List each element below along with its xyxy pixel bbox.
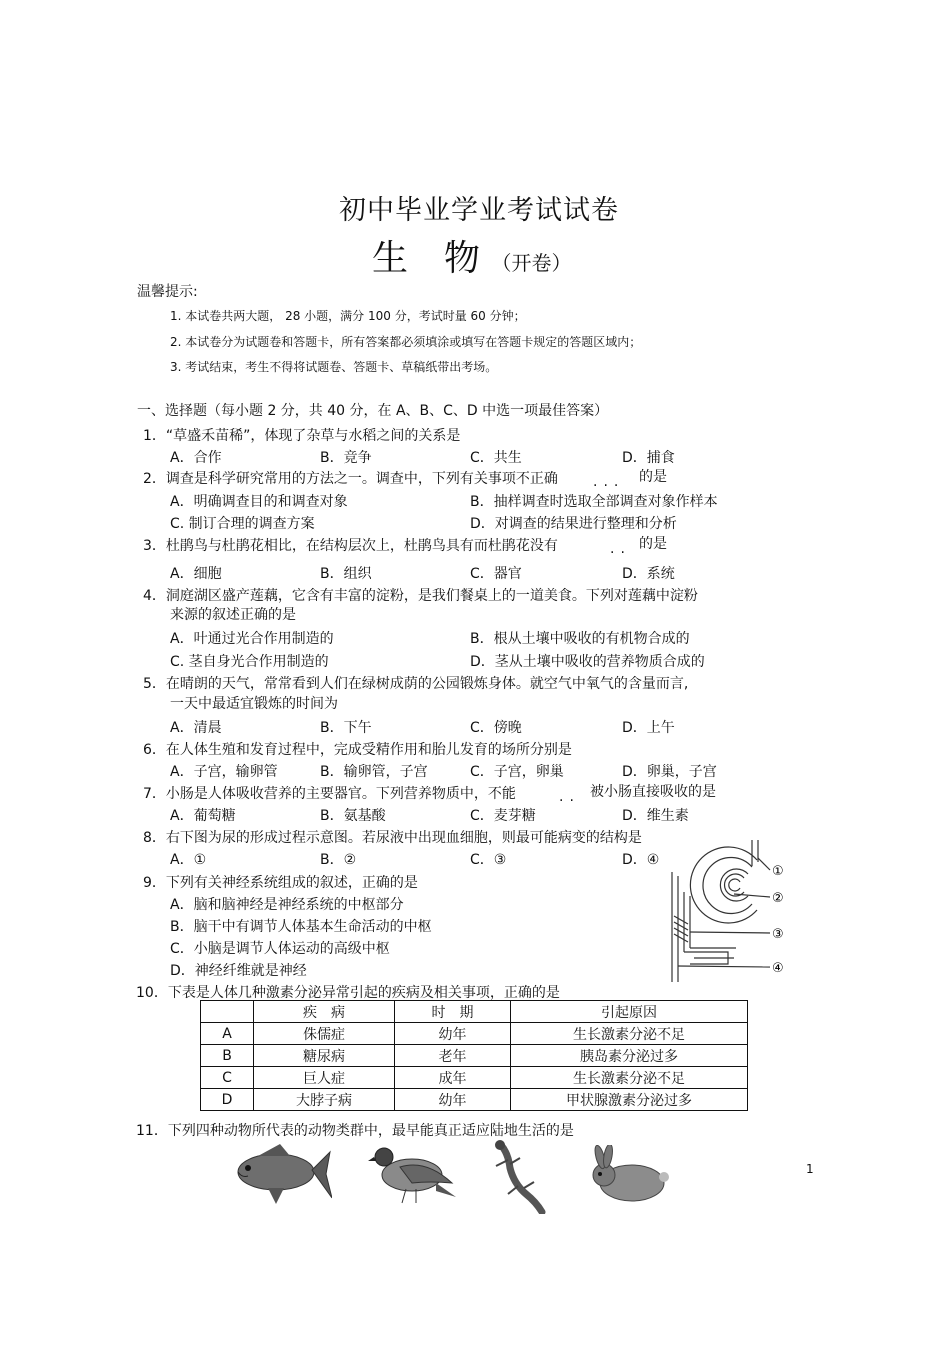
option-b: B．氨基酸 [320,808,386,824]
option-b: B．输卵管，子宫 [320,764,428,780]
table-cell: C [201,1067,254,1089]
pigeon-image [366,1137,458,1207]
subject-name: 生 物 [372,238,481,279]
question-stem: 1．“草盛禾苗稀”，体现了杂草与水稻之间的关系是 [143,428,461,444]
option-b: B．下午 [320,720,372,736]
question-stem: 5．在晴朗的天气，常常看到人们在绿树成荫的公园锻炼身体。就空气中氧气的含量而言, [143,676,689,692]
notice-item: 2. 本试卷分为试题卷和答题卡，所有答案都必须填涂或填写在答题卡规定的答题区域内； [170,335,642,349]
table-cell: 老年 [395,1045,511,1067]
question-stem: 11．下列四种动物所代表的动物类群中，最早能真正适应陆地生活的是 [136,1123,574,1139]
emphasis-dots: .. [610,541,631,557]
hormone-table [200,1000,748,1111]
option-d: D．捕食 [622,450,675,466]
rabbit-image [588,1145,670,1205]
option-c: C．共生 [470,450,522,466]
table-cell: 生长激素分泌不足 [511,1023,748,1045]
option-a: A．明确调查目的和调查对象 [170,494,348,510]
option-b: B．竞争 [320,450,372,466]
page-number: 1 [806,1162,814,1176]
option-d: D．系统 [622,566,675,582]
subject-note: （开卷） [491,251,572,275]
option-b: B．脑干中有调节人体基本生命活动的中枢 [170,919,432,935]
option-d: D．上午 [622,720,675,736]
table-cell: B [201,1045,254,1067]
table-header: 引起原因 [511,1001,748,1023]
exam-title: 初中毕业学业考试试卷 [339,195,619,226]
option-c: C．傍晚 [470,720,522,736]
table-cell: 巨人症 [254,1067,395,1089]
notice-item: 1. 本试卷共两大题， 28 小题，满分 100 分，考试时量 60 分钟； [170,309,526,323]
option-d: D．维生素 [622,808,689,824]
option-a: A．细胞 [170,566,222,582]
table-cell: 幼年 [395,1023,511,1045]
option-c: C．小脑是调节人体运动的高级中枢 [170,941,390,957]
option-b: B．根从土壤中吸收的有机物合成的 [470,631,690,647]
table-cell: 幼年 [395,1089,511,1111]
table-header [201,1001,254,1023]
subject-heading [372,230,571,281]
question-stem-tail: 的是 [639,536,667,552]
table-row [201,1045,748,1067]
option-d: D．对调查的结果进行整理和分析 [470,516,677,532]
option-a: A．葡萄糖 [170,808,236,824]
table-cell: 大脖子病 [254,1089,395,1111]
diagram-label-1: ① [772,864,784,879]
notice-label: 温馨提示: [137,284,198,300]
option-c: C. 茎自身光合作用制造的 [170,654,329,670]
option-a: A．清晨 [170,720,222,736]
option-c: C．麦芽糖 [470,808,536,824]
emphasis-dots: ... [593,474,625,490]
question-stem-tail: 被小肠直接吸收的是 [590,784,716,800]
table-header: 时 期 [395,1001,511,1023]
option-a: A．叶通过光合作用制造的 [170,631,334,647]
question-stem: 6．在人体生殖和发育过程中，完成受精作用和胎儿发育的场所分别是 [143,742,572,758]
option-b: B．② [320,852,357,868]
option-a: A．子宫，输卵管 [170,764,278,780]
section-heading: 一、选择题（每小题 2 分，共 40 分，在 A、B、C、D 中选一项最佳答案） [137,403,609,419]
question-stem: 9．下列有关神经系统组成的叙述，正确的是 [143,875,418,891]
table-header-row [201,1001,748,1023]
question-stem: 8．右下图为尿的形成过程示意图。若尿液中出现血细胞，则最可能病变的结构是 [143,830,642,846]
option-a: A．① [170,852,207,868]
option-a: A．脑和脑神经是神经系统的中枢部分 [170,897,404,913]
question-stem-tail: 的是 [639,469,667,485]
question-stem: 4．洞庭湖区盛产莲藕，它含有丰富的淀粉，是我们餐桌上的一道美食。下列对莲藕中淀粉 [143,588,698,604]
option-c: C．③ [470,852,507,868]
option-d: D．茎从土壤中吸收的营养物质合成的 [470,654,705,670]
question-stem-continued: 一天中最适宜锻炼的时间为 [170,696,338,712]
question-stem: 7．小肠是人体吸收营养的主要器官。下列营养物质中，不能 [143,786,516,802]
table-row [201,1023,748,1045]
option-d: D．卵巢，子宫 [622,764,717,780]
question-stem: 10．下表是人体几种激素分泌异常引起的疾病及相关事项，正确的是 [136,985,560,1001]
option-b: B．组织 [320,566,372,582]
option-a: A．合作 [170,450,222,466]
lizard-image [486,1138,546,1214]
table-row [201,1089,748,1111]
table-cell: 甲状腺激素分泌过多 [511,1089,748,1111]
option-c: C．子宫，卵巢 [470,764,564,780]
option-d: D．神经纤维就是神经 [170,963,307,979]
table-cell: 侏儒症 [254,1023,395,1045]
notice-item: 3. 考试结束，考生不得将试题卷、答题卡、草稿纸带出考场。 [170,360,498,374]
table-cell: 胰岛素分泌过多 [511,1045,748,1067]
diagram-label-4: ④ [772,961,784,976]
table-row [201,1067,748,1089]
table-cell: 生长激素分泌不足 [511,1067,748,1089]
table-header: 疾 病 [254,1001,395,1023]
diagram-label-3: ③ [772,927,784,942]
table-cell: A [201,1023,254,1045]
option-b: B．抽样调查时选取全部调查对象作样本 [470,494,718,510]
table-cell: 成年 [395,1067,511,1089]
question-stem-continued: 来源的叙述正确的是 [170,607,296,623]
option-c: C. 制订合理的调查方案 [170,516,315,532]
question-stem: 3．杜鹃鸟与杜鹃花相比，在结构层次上，杜鹃鸟具有而杜鹃花没有 [143,538,558,554]
option-d: D．④ [622,852,660,868]
diagram-label-2: ② [772,891,784,906]
table-cell: D [201,1089,254,1111]
emphasis-dots: .. [559,789,580,805]
option-c: C．器官 [470,566,522,582]
capsule-inner [703,858,752,914]
fish-image [228,1140,332,1208]
table-cell: 糖尿病 [254,1045,395,1067]
urine-formation-diagram [662,832,792,988]
question-stem: 2．调查是科学研究常用的方法之一。调查中，下列有关事项不正确 [143,471,558,487]
